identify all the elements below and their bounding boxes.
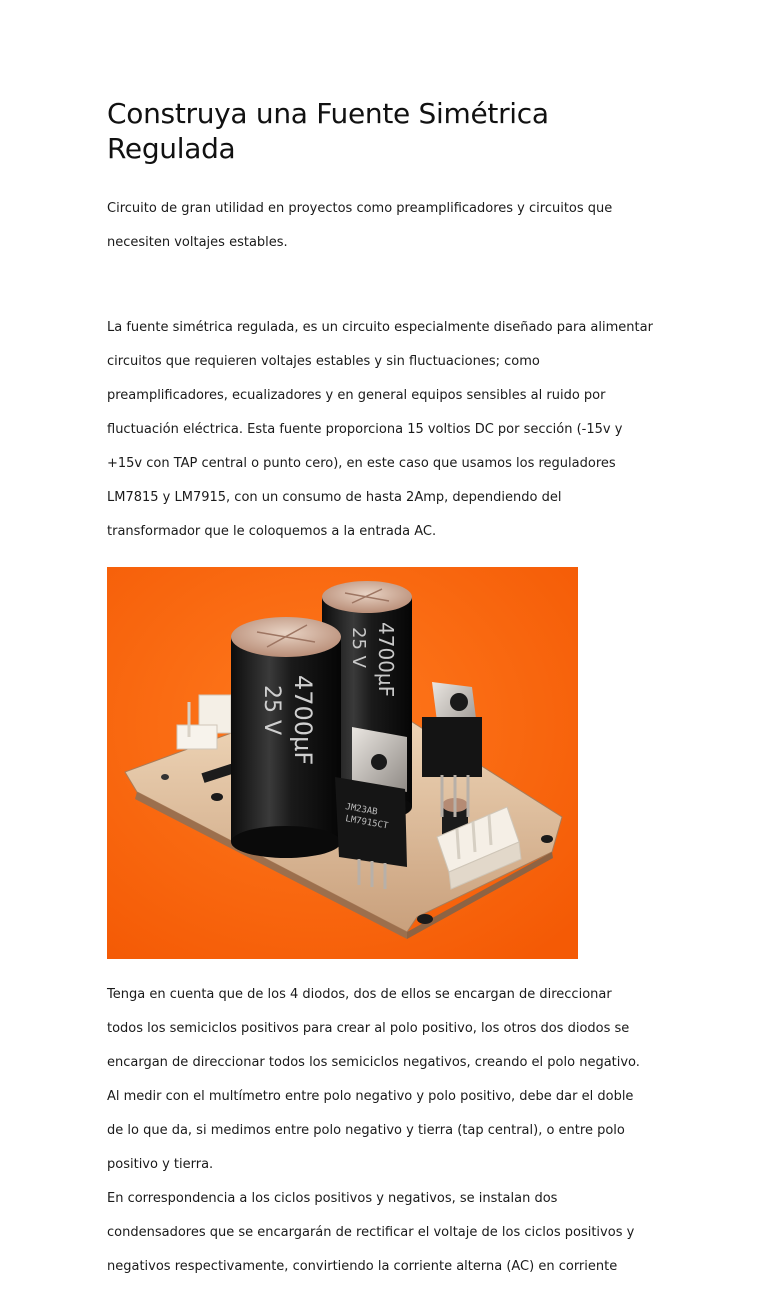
document-title xyxy=(107,96,667,166)
text-line: LM7815 y LM7915, con un consumo de hasta 2Amp, dependiendo del xyxy=(107,490,562,505)
document-page xyxy=(107,96,667,1292)
text-line: todos los semiciclos positivos para crear al polo positivo, los otros dos diodos se xyxy=(107,1021,630,1036)
text-line: En correspondencia a los ciclos positivos y negativos, se instalan dos xyxy=(107,1191,558,1206)
text-line: transformador que le coloquemos a la entrada AC. xyxy=(107,524,437,539)
title-line: Regulada xyxy=(107,132,236,165)
svg-text:JM23AB: JM23AB xyxy=(344,802,379,818)
svg-text:25 V: 25 V xyxy=(348,627,369,668)
body-paragraph-1 xyxy=(107,302,667,557)
text-line: condensadores que se encargarán de rectificar el voltaje de los ciclos positivos y xyxy=(107,1225,635,1240)
text-line: encargan de direccionar todos los semiciclos negativos, creando el polo negativo. xyxy=(107,1055,640,1070)
text-line: preamplificadores, ecualizadores y en general equipos sensibles al ruido por xyxy=(107,388,606,403)
svg-text:4700µF: 4700µF xyxy=(289,675,317,766)
text-line: Tenga en cuenta que de los 4 diodos, dos de ellos se encargan de direccionar xyxy=(107,987,612,1002)
text-line: negativos respectivamente, convirtiendo la corriente alterna (AC) en corriente xyxy=(107,1259,618,1274)
text-line: La fuente simétrica regulada, es un circuito especialmente diseñado para alimentar xyxy=(107,320,653,335)
text-line: +15v con TAP central o punto cero), en este caso que usamos los reguladores xyxy=(107,456,616,471)
svg-text:LM7915CT: LM7915CT xyxy=(344,814,389,832)
body-paragraph-2 xyxy=(107,969,667,1292)
text-line: circuitos que requieren voltajes estables y sin fluctuaciones; como xyxy=(107,354,540,369)
svg-text:25 V: 25 V xyxy=(259,685,284,736)
text-line: de lo que da, si medimos entre polo negativo y tierra (tap central), o entre polo xyxy=(107,1123,625,1138)
svg-text:4700µF: 4700µF xyxy=(374,622,398,698)
text-line: Circuito de gran utilidad en proyectos como preamplificadores y circuitos que xyxy=(107,201,613,216)
text-line: necesiten voltajes estables. xyxy=(107,235,288,250)
text-line: Al medir con el multímetro entre polo negativo y polo positivo, debe dar el doble xyxy=(107,1089,634,1104)
capacitor-front xyxy=(231,617,341,858)
intro-paragraph xyxy=(107,183,667,268)
circuit-board-photo xyxy=(107,567,578,959)
text-line: fluctuación eléctrica. Esta fuente proporciona 15 voltios DC por sección (-15v y xyxy=(107,422,623,437)
text-line: positivo y tierra. xyxy=(107,1157,214,1172)
title-line: Construya una Fuente Simétrica xyxy=(107,97,549,130)
